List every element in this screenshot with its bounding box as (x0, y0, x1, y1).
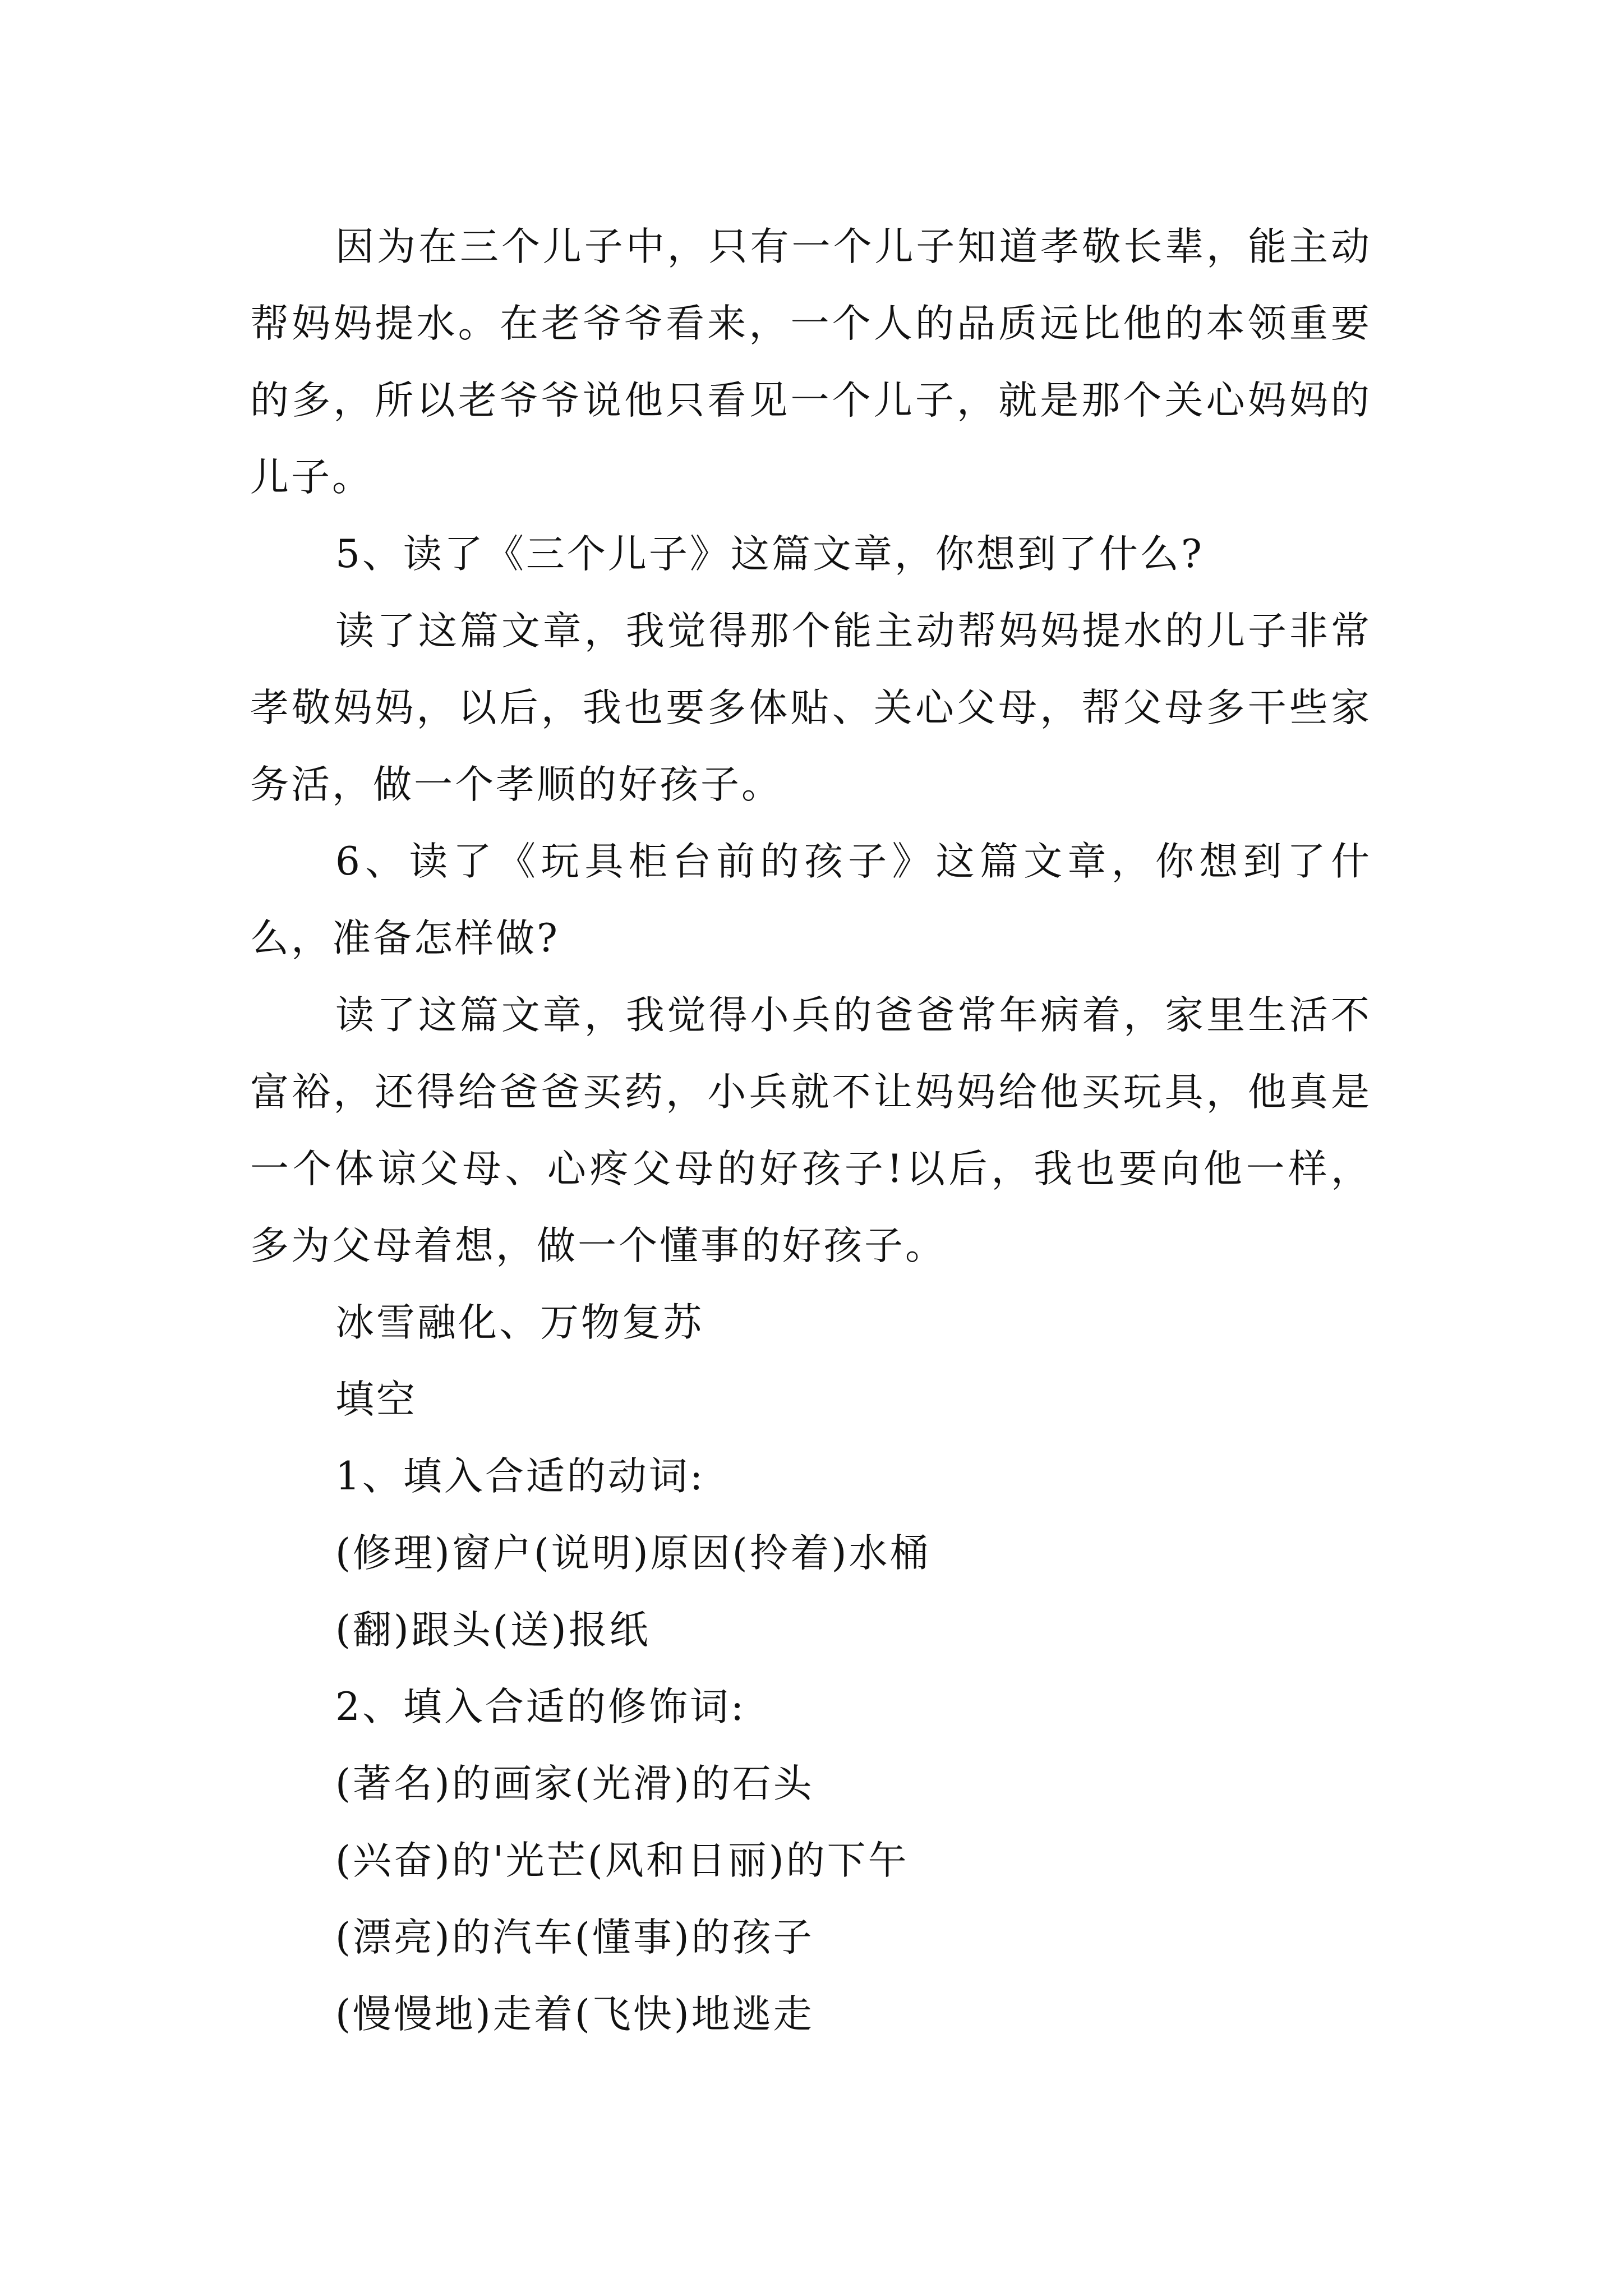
document-body (250, 209, 1372, 2053)
exercise-2-line-4: (慢慢地)走着(飞快)地逃走 (335, 1992, 814, 2037)
answer-paragraph-4: 因为在三个儿子中，只有一个儿子知道孝敬长辈，能主动帮妈妈提水。在老爷爷看来，一个人的品质远比他的本领重要的多，所以老爷爷说他只看见一个儿子，就是那个关心妈妈的儿子。 (250, 224, 1372, 500)
answer-paragraph-5: 读了这篇文章，我觉得那个能主动帮妈妈提水的儿子非常孝敬妈妈，以后，我也要多体贴、关心父母，帮父母多干些家务活，做一个孝顺的好孩子。 (250, 609, 1372, 807)
exercise-2-heading: 2、填入合适的修饰词: (335, 1685, 746, 1729)
exercise-2-line-2: (兴奋)的'光芒(风和日丽)的下午 (335, 1838, 909, 1883)
exercise-2-line-3: (漂亮)的汽车(懂事)的孩子 (335, 1915, 814, 1960)
answer-paragraph-6: 读了这篇文章，我觉得小兵的爸爸常年病着，家里生活不富裕，还得给爸爸买药，小兵就不让妈妈给他买玩具，他真是一个体谅父母、心疼父母的好孩子!以后，我也要向他一样，多为父母着想，做一个懂事的好孩子。 (250, 993, 1372, 1268)
exercise-1-heading: 1、填入合适的动词: (335, 1454, 706, 1499)
lesson-title: 冰雪融化、万物复苏 (335, 1300, 704, 1345)
section-heading-fill-blank: 填空 (335, 1377, 417, 1422)
question-5: 5、读了《三个儿子》这篇文章，你想到了什么? (335, 532, 1204, 577)
exercise-1-line-1: (修理)窗户(说明)原因(拎着)水桶 (335, 1531, 931, 1576)
exercise-2-line-1: (著名)的画家(光滑)的石头 (335, 1761, 814, 1806)
exercise-1-line-2: (翻)跟头(送)报纸 (335, 1608, 651, 1653)
question-6: 6、读了《玩具柜台前的孩子》这篇文章，你想到了什么，准备怎样做? (250, 839, 1372, 961)
